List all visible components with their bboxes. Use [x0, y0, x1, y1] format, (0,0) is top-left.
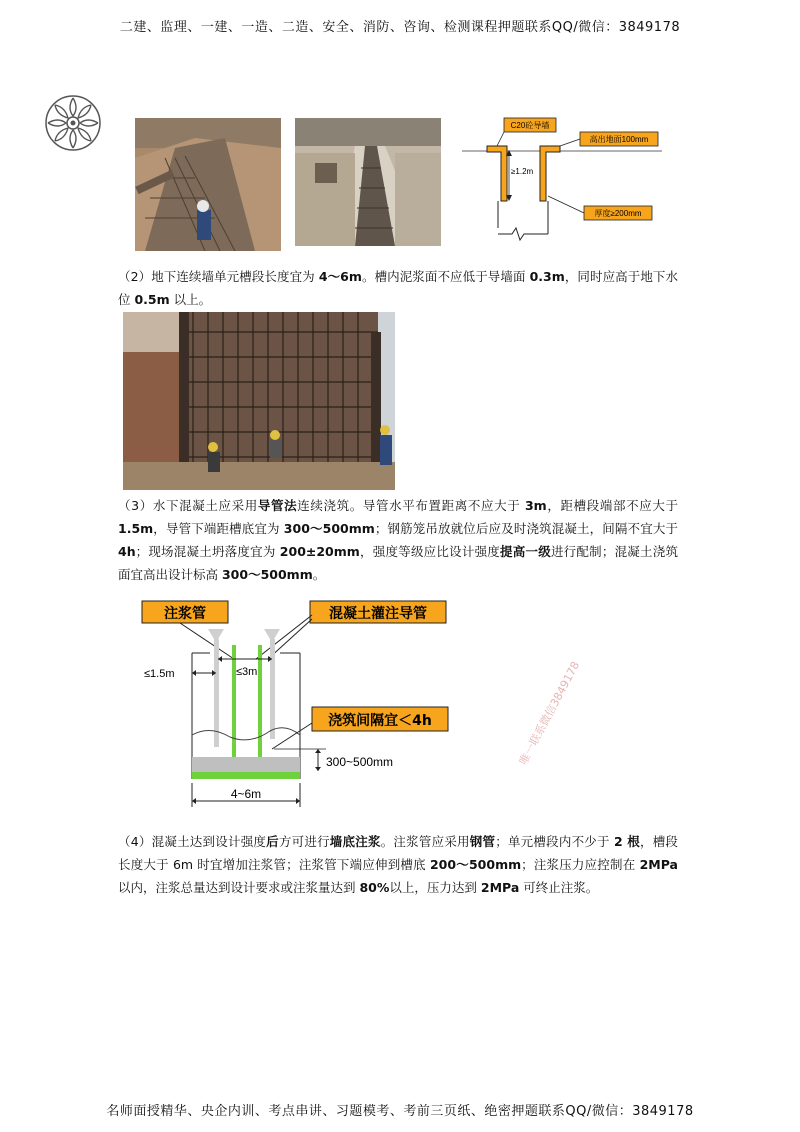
rebar-cage-photo: [123, 312, 395, 490]
right-guide-wall: [540, 146, 560, 201]
grout-pipe-label: 注浆管: [164, 606, 206, 622]
above-ground-label: 高出地面100mm: [589, 135, 649, 144]
page-header: 二建、监理、一建、一造、二造、安全、消防、咨询、检测课程押题联系QQ/微信：3849178: [119, 20, 681, 35]
dim-spacing-label: ≤3m: [236, 666, 258, 678]
tremie-funnel: [264, 629, 280, 639]
left-guide-wall: [487, 146, 507, 201]
grout-funnel: [208, 629, 224, 639]
concrete-label: C20砼导墙: [510, 121, 550, 130]
paragraph-4: （4）混凝土达到设计强度后方可进行墙底注浆。注浆管应采用钢管；单元槽段内不少于 2 根，槽段长度大于 6m 时宜增加注浆管；注浆管下端应伸到槽底 200～500mm；注浆压力应控制在 2MPa 以内，注浆总量达到设计要求或注浆量达到 80%以上，压力达到 2MPa 可终止注浆。: [118, 834, 678, 895]
trench-photo-1: [135, 118, 281, 251]
thickness-label: 厚度≥200mm: [594, 209, 642, 218]
paragraph-3: （3）水下混凝土应采用导管法连续浇筑。导管水平布置距离不应大于 3m，距槽段端部不应大于 1.5m，导管下端距槽底宜为 300～500mm；钢筋笼吊放就位后应及时浇筑混凝土，间隔不宜大于 4h；现场混凝土坍落度宜为 200±20mm，强度等级应比设计强度提高一级进行配制；混凝土浇筑面宜高出设计标高 300～500mm。: [118, 498, 678, 582]
dim-width-label: 4~6m: [230, 787, 262, 801]
interval-label: 浇筑间隔宜＜4h: [328, 713, 432, 729]
page-footer: 名师面授精华、央企内训、考点串讲、习题模考、考前三页纸、绝密押题联系QQ/微信：3849178: [106, 1104, 694, 1119]
flower-logo: [44, 94, 102, 152]
height-label: ≥1.2m: [511, 167, 534, 176]
trench-photo-2: [295, 118, 441, 246]
tremie-label: 混凝土灌注导管: [329, 606, 427, 622]
watermark: 唯一联系微信3849178: [516, 659, 583, 768]
paragraph-2: （2）地下连续墙单元槽段长度宜为 4～6m。槽内泥浆面不应低于导墙面 0.3m，同时应高于地下水位 0.5m 以上。: [118, 269, 678, 307]
tremie-diagram: [140, 595, 460, 810]
guide-wall-diagram: [462, 116, 662, 246]
green-pipe-left: [232, 645, 236, 757]
tremie-pipe: [270, 639, 275, 739]
green-pipe-right: [258, 645, 262, 757]
bottom-slab: [192, 757, 300, 773]
dim-end-label: ≤1.5m: [144, 668, 175, 680]
dim-bottom-label: 300~500mm: [326, 755, 394, 769]
